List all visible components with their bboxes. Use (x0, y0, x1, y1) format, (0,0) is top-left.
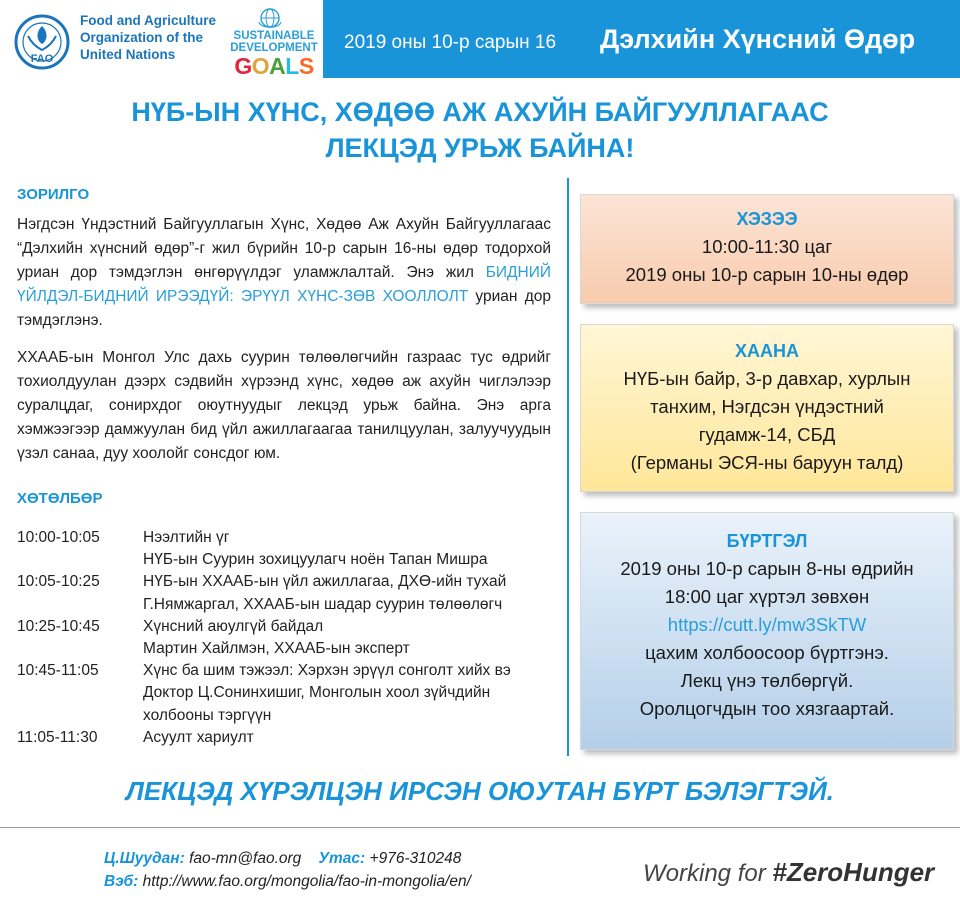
sdg-goals-letter: S (298, 53, 314, 79)
registration-line: 2019 оны 10-р сарын 8-ны өдрийн (620, 558, 914, 579)
registration-line: цахим холбоосоор бүртгэнэ. (645, 642, 889, 663)
sdg-goals-letter: A (269, 53, 286, 79)
sdg-goals-word (226, 53, 322, 80)
agenda-row (17, 727, 557, 749)
agenda-line: Мартин Хайлмэн, ХХААБ-ын эксперт (143, 640, 410, 658)
goal-text: Нэгдсэн Үндэстний Байгууллагын Хүнс, Хөдөө Аж Ахуйн Байгууллагаас “Дэлхийн хүнсний өдөр”-г жил бүрийн 10-р сарын 16-ны өдөр тодорхой уриан дор тэмдэглэн өнгөрүүлдэг уламжлалтай. Энэ жил (17, 216, 551, 281)
web-label: Вэб: (104, 873, 139, 890)
sdg-label (226, 30, 322, 54)
zero-hunger-tag: #ZeroHunger (772, 857, 935, 887)
agenda-time: 10:25-10:45 (17, 617, 100, 635)
title-line: ЛЕКЦЭД УРЬЖ БАЙНА! (325, 133, 635, 163)
agenda-line: Асуулт хариулт (143, 728, 254, 746)
goal-slogan: БИДНИЙ ҮЙЛДЭЛ-БИДНИЙ ИРЭЭДҮЙ: ЭРҮҮЛ ХҮНС-ЗӨВ ХООЛЛОЛТ (17, 264, 551, 305)
agenda-time: 10:45-11:05 (17, 662, 99, 680)
sdg-goals-letter: L (285, 53, 299, 79)
footer-divider (0, 827, 960, 828)
registration-line: Оролцогчдын тоо хязгаартай. (639, 698, 895, 719)
zero-hunger-working: Working for (643, 860, 773, 887)
agenda-line: холбооны тэргүүн (143, 706, 272, 724)
where-line: (Германы ЭСЯ-ны баруун талд) (630, 452, 904, 473)
agenda-line: Нээлтийн үг (143, 529, 230, 546)
agenda-description (143, 616, 557, 660)
registration-line: Лекц үнэ төлбөргүй. (680, 670, 854, 691)
registration-box (580, 512, 954, 750)
agenda-line: Хүнсний аюулгүй байдал (143, 617, 324, 635)
program-heading: ХӨТӨЛБӨР (17, 490, 103, 507)
contact-line-email-phone (104, 850, 461, 868)
fao-name-line: Food and Agriculture (80, 13, 216, 28)
agenda-line: НҮБ-ын ХХААБ-ын үйл ажиллагаа, ДХӨ-ийн тухай (143, 573, 507, 591)
web-value[interactable]: http://www.fao.org/mongolia/fao-in-mongolia/en/ (142, 873, 471, 890)
fao-logo-icon (14, 14, 70, 70)
phone-value[interactable]: +976-310248 (369, 850, 462, 867)
sdg-logo (222, 4, 322, 79)
where-line: гудамж-14, СБД (698, 424, 836, 445)
un-globe-icon (256, 6, 284, 32)
agenda-description (143, 660, 557, 727)
agenda-line: Г.Нямжаргал, ХХААБ-ын шадар суурин төлөөлөгч (143, 595, 503, 613)
where-line: танхим, Нэгдсэн үндэстний (650, 396, 884, 417)
program-agenda (17, 527, 557, 749)
when-box (580, 194, 954, 304)
agenda-line: Хүнс ба шим тэжээл: Хэрхэн эрүүл сонголт хийх вэ (143, 662, 511, 680)
agenda-time: 10:00-10:05 (17, 529, 100, 546)
goal-paragraph-2: ХХААБ-ын Монгол Улс дахь суурин төлөөлөгчийн газраас тус өдрийг тохиолдуулан дээрх сэдвийн хүрээнд хүнс, хөдөө аж ахуйн чиглэлээр суралцдаг, сонирхдог оюутнуудыг лекцэд урьж байна. Энэ арга хэмжээгээр дамжуулан бид үйл ажиллагаагаа танилцуулан, залуучуудын үзэл санаа, дуу хоолойг сонсдог юм. (17, 349, 551, 462)
registration-line: 18:00 цаг хүртэл зөвхөн (664, 586, 870, 607)
contact-line-web (104, 873, 471, 891)
where-line: НҮБ-ын байр, 3-р давхар, хурлын (623, 368, 911, 389)
column-divider (567, 178, 569, 756)
header (0, 0, 960, 78)
when-heading: ХЭЗЭЭ (736, 209, 798, 229)
agenda-row (17, 571, 557, 615)
fao-name-line: Organization of the (80, 30, 203, 45)
agenda-row (17, 660, 557, 727)
agenda-line: Доктор Ц.Сонинхишиг, Монголын хоол зүйчдийн (143, 684, 491, 702)
when-line: 10:00-11:30 цаг (701, 236, 833, 257)
agenda-description (143, 571, 557, 615)
agenda-time: 11:05-11:30 (17, 728, 98, 746)
where-box (580, 324, 954, 492)
page-title (0, 94, 960, 166)
agenda-row (17, 616, 557, 660)
fao-organization-name (80, 12, 220, 63)
event-date: 2019 оны 10-р сарын 16 (344, 32, 557, 53)
goal-paragraph-1 (17, 213, 551, 333)
goal-heading: ЗОРИЛГО (17, 186, 90, 203)
registration-link[interactable]: https://cutt.ly/mw3SkTW (667, 614, 867, 635)
goal-text: уриан дор тэмдэглэнэ. (17, 288, 551, 329)
email-label: Ц.Шуудан: (104, 850, 185, 867)
title-line: НҮБ-ЫН ХҮНС, ХӨДӨӨ АЖ АХУЙН БАЙГУУЛЛАГААС (131, 97, 829, 127)
sdg-line: SUSTAINABLE (233, 30, 315, 42)
fao-logo-text: FAO (30, 53, 54, 65)
zero-hunger-logo (643, 857, 934, 888)
email-value[interactable]: fao-mn@fao.org (189, 850, 302, 867)
sdg-line: DEVELOPMENT (230, 42, 318, 54)
when-line: 2019 оны 10-р сарын 10-ны өдөр (625, 264, 909, 285)
phone-label: Утас: (318, 850, 366, 867)
sdg-goals-letter: G (234, 53, 252, 79)
agenda-row (17, 527, 557, 571)
agenda-description (143, 527, 557, 571)
sdg-goals-letter: O (251, 53, 270, 79)
agenda-time: 10:05-10:25 (17, 573, 100, 591)
registration-heading: БҮРТГЭЛ (726, 531, 808, 551)
where-heading: ХААНА (734, 341, 799, 361)
agenda-line: НҮБ-ын Суурин зохицуулагч ноён Тапан Мишра (143, 551, 488, 569)
gift-banner: ЛЕКЦЭД ХҮРЭЛЦЭН ИРСЭН ОЮУТАН БҮРТ БЭЛЭГТЭЙ. (125, 776, 835, 806)
agenda-description (143, 727, 557, 749)
fao-name-line: United Nations (80, 47, 176, 62)
event-title: Дэлхийн Хүнсний Өдөр (600, 24, 916, 54)
